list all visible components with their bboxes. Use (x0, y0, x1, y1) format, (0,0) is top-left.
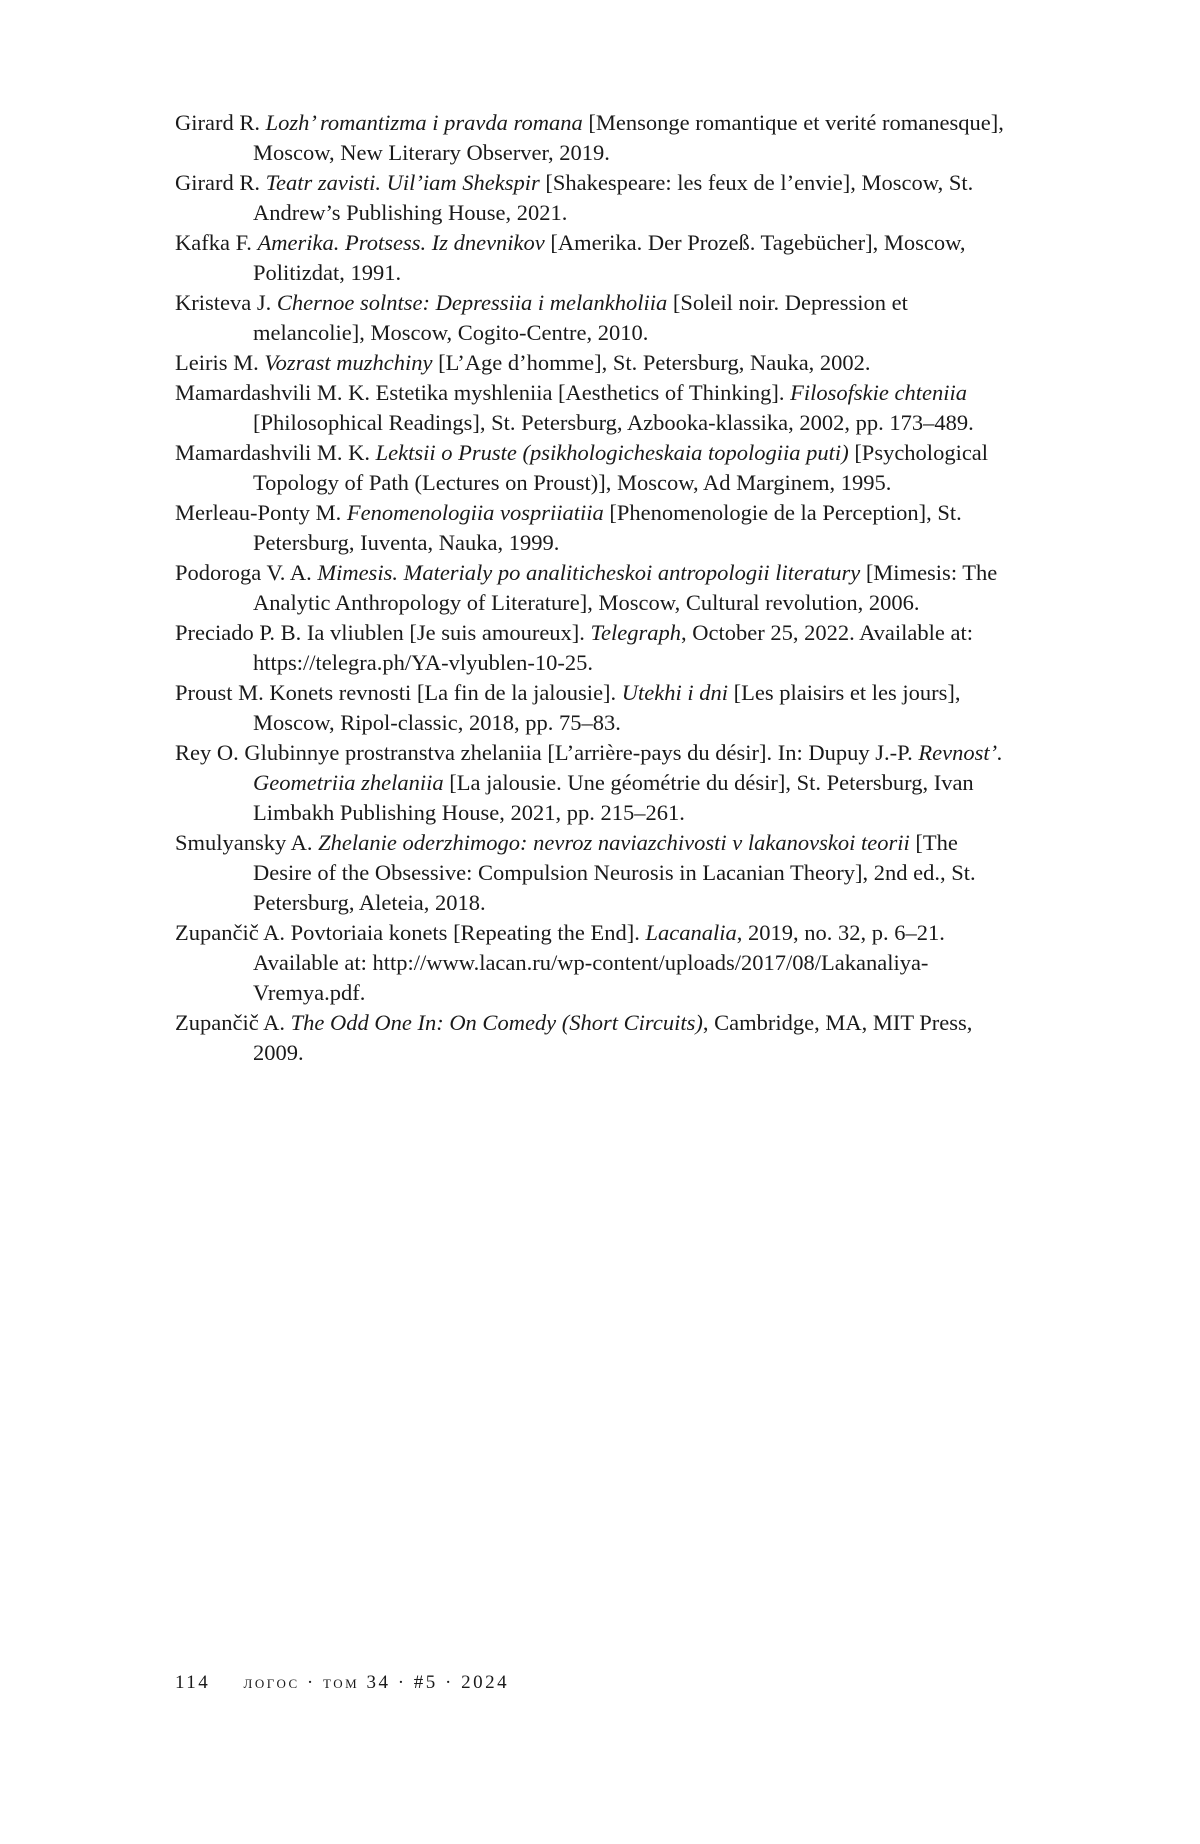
reference-title: Utekhi i dni (621, 680, 729, 705)
reference-title: Mimesis. Materialy po analiticheskoi antropologii literatury (317, 560, 861, 585)
reference-entry (175, 168, 1015, 228)
reference-author: Smulyansky A. (175, 830, 319, 855)
reference-author: Leiris M. (175, 350, 265, 375)
reference-entry (175, 438, 1015, 498)
reference-details: [Phenomenologie de la Perception], St. Petersburg, Iuventa, Nauka, 1999. (253, 500, 962, 555)
reference-details: [The Desire of the Obsessive: Compulsion Neurosis in Lacanian Theory], 2nd ed., St. Petersburg, Aleteia, 2018. (253, 830, 976, 915)
reference-title: Telegraph (590, 620, 681, 645)
reference-author: Girard R. (175, 170, 266, 195)
reference-entry (175, 618, 1015, 678)
reference-details: [Mensonge romantique et verité romanesque], Moscow, New Literary Observer, 2019. (253, 110, 1004, 165)
reference-author: Proust M. Konets revnosti [La fin de la jalousie]. (175, 680, 622, 705)
reference-details: [Mimesis: The Analytic Anthropology of Literature], Moscow, Cultural revolution, 2006. (253, 560, 998, 615)
reference-entry (175, 498, 1015, 558)
reference-details: [Psychological Topology of Path (Lectures on Proust)], Moscow, Ad Marginem, 1995. (253, 440, 989, 495)
page-number: 114 (175, 1672, 211, 1693)
reference-details: [Amerika. Der Prozeß. Tagebücher], Moscow, Politizdat, 1991. (253, 230, 966, 285)
reference-author: Preciado P. B. Ia vliublen [Je suis amoureux]. (175, 620, 591, 645)
reference-details: , Cambridge, MA, MIT Press, 2009. (253, 1010, 973, 1065)
reference-entry (175, 678, 1015, 738)
reference-title: Chernoe solntse: Depressiia i melankholiia (276, 290, 668, 315)
reference-author: Rey O. Glubinnye prostranstva zhelaniia [L’arrière-pays du désir]. In: Dupuy J.-P. (175, 740, 919, 765)
reference-details: [Philosophical Readings], St. Petersburg, Azbooka-klassika, 2002, pp. 173–489. (253, 410, 974, 435)
reference-entry (175, 558, 1015, 618)
reference-title: Lozh’ romantizma i pravda romana (265, 110, 583, 135)
reference-title: Fenomenologiia vospriiatiia (346, 500, 604, 525)
reference-title: Filosofskie chteniia (790, 380, 967, 405)
reference-entry (175, 348, 1015, 378)
reference-author: Kristeva J. (175, 290, 277, 315)
page-footer (175, 1672, 509, 1694)
reference-author: Mamardashvili M. K. Estetika myshleniia [Aesthetics of Thinking]. (175, 380, 791, 405)
reference-details: [Les plaisirs et les jours], Moscow, Ripol-classic, 2018, pp. 75–83. (253, 680, 961, 735)
reference-entry (175, 828, 1015, 918)
reference-details: [La jalousie. Une géométrie du désir], St. Petersburg, Ivan Limbakh Publishing House, 2021, pp. 215–261. (253, 770, 974, 825)
reference-title: Amerika. Protsess. Iz dnevnikov (257, 230, 545, 255)
reference-details: , October 25, 2022. Available at: https://telegra.ph/YA-vlyublen-10-25. (253, 620, 973, 675)
reference-entry (175, 918, 1015, 1008)
reference-details: [Soleil noir. Depression et melancolie], Moscow, Cogito-Centre, 2010. (253, 290, 908, 345)
reference-entry (175, 108, 1015, 168)
reference-entry (175, 288, 1015, 348)
reference-author: Kafka F. (175, 230, 258, 255)
reference-entry (175, 228, 1015, 288)
reference-title: The Odd One In: On Comedy (Short Circuits) (290, 1010, 703, 1035)
reference-list (175, 108, 1015, 1068)
reference-details: [L’Age d’homme], St. Petersburg, Nauka, 2002. (432, 350, 871, 375)
reference-title: Lacanalia (645, 920, 737, 945)
reference-details: , 2019, no. 32, p. 6–21. Available at: http://www.lacan.ru/wp-content/uploads/2017/08/Lakanaliya-Vremya.pdf. (253, 920, 945, 1005)
reference-author: Mamardashvili M. K. (175, 440, 376, 465)
reference-entry (175, 1008, 1015, 1068)
reference-title: Vozrast muzhchiny (264, 350, 433, 375)
reference-author: Zupančič A. (175, 1010, 291, 1035)
reference-author: Podoroga V. A. (175, 560, 318, 585)
reference-title: Zhelanie oderzhimogo: nevroz naviazchivosti v lakanovskoi teorii (318, 830, 910, 855)
reference-author: Zupančič A. Povtoriaia konets [Repeating the End]. (175, 920, 646, 945)
reference-title: Revnost’. Geometriia zhelaniia (253, 740, 1003, 795)
reference-entry (175, 378, 1015, 438)
reference-author: Girard R. (175, 110, 266, 135)
reference-author: Merleau-Ponty M. (175, 500, 347, 525)
running-head: логос · том 34 · #5 · 2024 (243, 1672, 510, 1693)
reference-title: Teatr zavisti. Uil’iam Shekspir (265, 170, 540, 195)
reference-details: [Shakespeare: les feux de l’envie], Moscow, St. Andrew’s Publishing House, 2021. (253, 170, 974, 225)
reference-entry (175, 738, 1015, 828)
reference-title: Lektsii o Pruste (psikhologicheskaia topologiia puti) (375, 440, 849, 465)
